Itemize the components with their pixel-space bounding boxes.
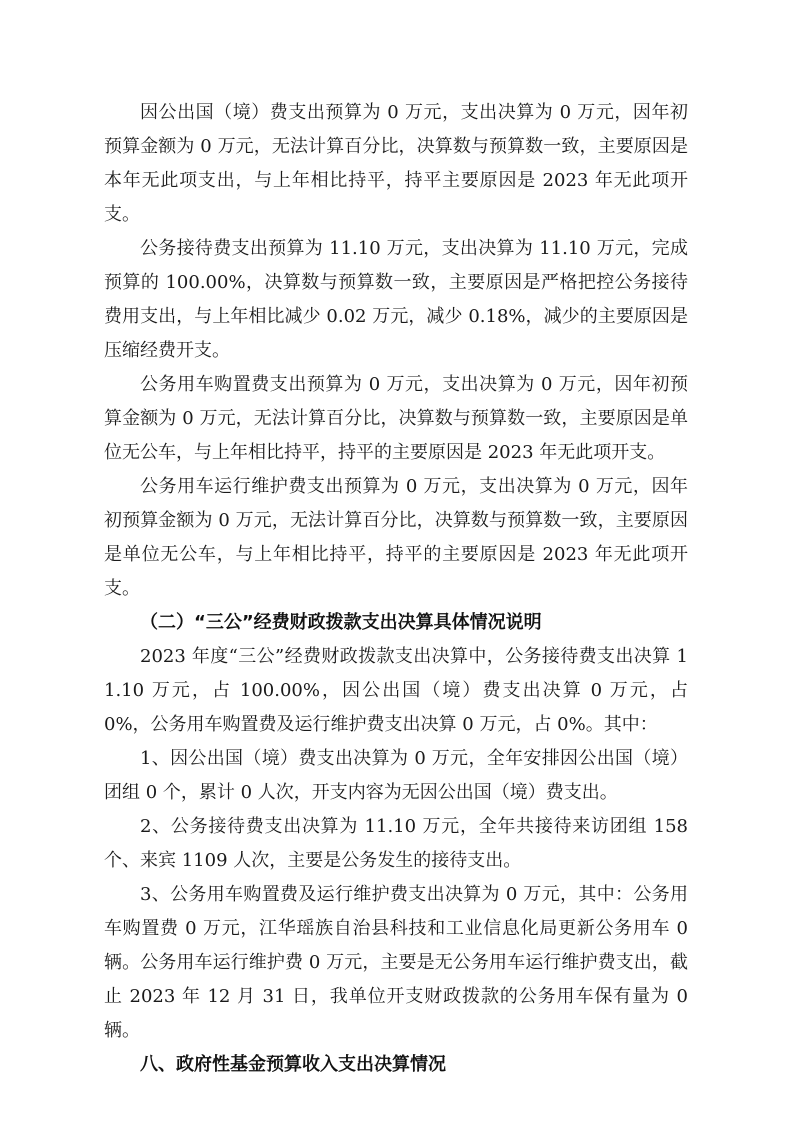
section-heading-three-public-expenses: （二）“三公”经费财政拨款支出决算具体情况说明 — [140, 612, 542, 633]
paragraph-vehicle-purchase: 公务用车购置费支出预算为 0 万元，支出决算为 0 万元，因年初预算金额为 0 万元，无法计算百分比，决算数与预算数一致，主要原因是单位无公车，与上年相比持平，持平的主要原因是 2023 年无此项开支。 — [104, 374, 688, 463]
paragraph-vehicle-maintenance: 公务用车运行维护费支出预算为 0 万元，支出决算为 0 万元，因年初预算金额为 0 万元，无法计算百分比，决算数与预算数一致，主要原因是单位无公车，与上年相比持平，持平的主要原因是 2023 年无此项开支。 — [104, 476, 688, 599]
document-body — [104, 96, 688, 1082]
paragraph-item-1-overseas: 1、因公出国（境）费支出决算为 0 万元，全年安排因公出国（境）团组 0 个，累计 0 人次，开支内容为无因公出国（境）费支出。 — [104, 748, 688, 803]
paragraph-item-3-vehicles: 3、公务用车购置费及运行维护费支出决算为 0 万元，其中：公务用车购置费 0 万元，江华瑶族自治县科技和工业信息化局更新公务用车 0 辆。公务用车运行维护费 0 万元，主要是无公务用车运行维护费支出，截止 2023 年 12 月 31 日，我单位开支财政拨款的公务用车保有量为 0 辆。 — [104, 884, 688, 1041]
paragraph-official-reception: 公务接待费支出预算为 11.10 万元，支出决算为 11.10 万元，完成预算的 100.00%，决算数与预算数一致，主要原因是严格把控公务接待费用支出，与上年相比减少 0.02 万元，减少 0.18%，减少的主要原因是压缩经费开支。 — [104, 238, 688, 361]
paragraph-three-public-summary: 2023 年度“三公”经费财政拨款支出决算中，公务接待费支出决算 11.10 万元，占 100.00%，因公出国（境）费支出决算 0 万元，占 0%，公务用车购置费及运行维护费支出决算 0 万元，占 0%。其中： — [104, 646, 688, 735]
section-heading-government-fund: 八、政府性基金预算收入支出决算情况 — [140, 1054, 446, 1075]
paragraph-overseas-travel: 因公出国（境）费支出预算为 0 万元，支出决算为 0 万元，因年初预算金额为 0 万元，无法计算百分比，决算数与预算数一致，主要原因是本年无此项支出，与上年相比持平，持平主要原因是 2023 年无此项开支。 — [104, 102, 688, 225]
paragraph-item-2-reception: 2、公务接待费支出决算为 11.10 万元，全年共接待来访团组 158 个、来宾 1109 人次，主要是公务发生的接待支出。 — [104, 816, 688, 871]
